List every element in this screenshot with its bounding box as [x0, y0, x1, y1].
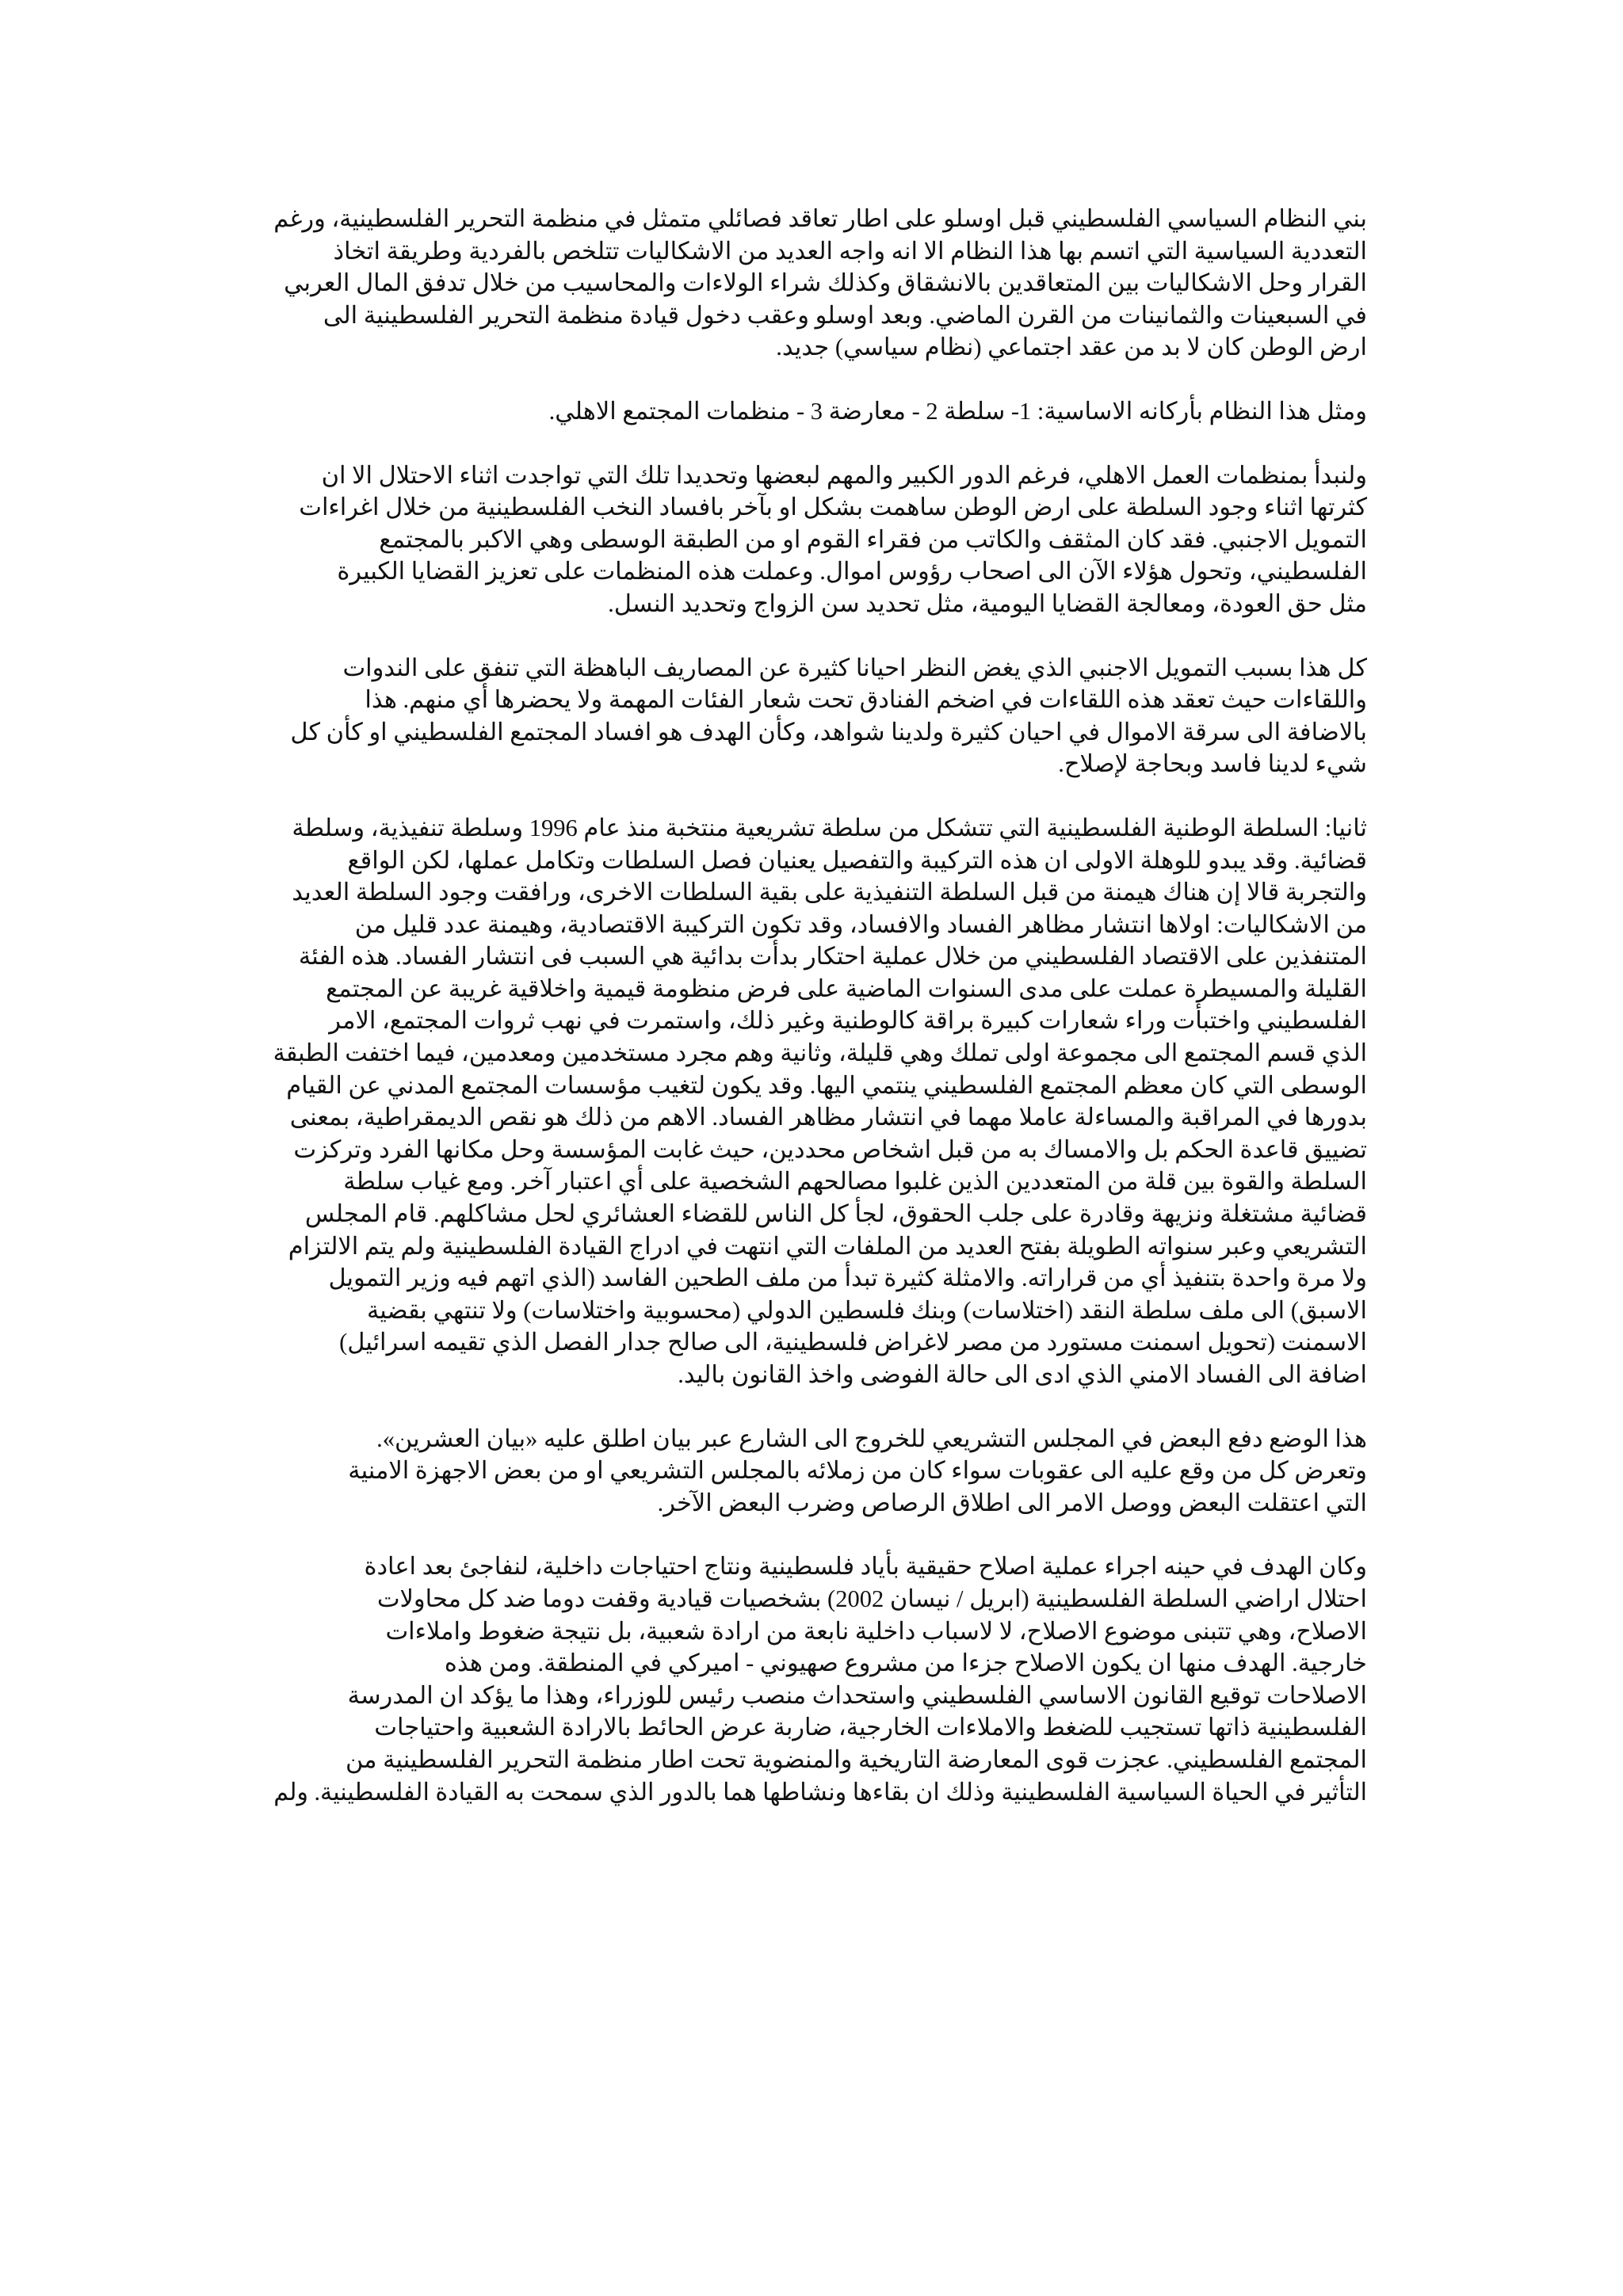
text-line: ومثل هذا النظام بأركانه الاساسية: 1- سلطة 2 - معارضة 3 - منظمات المجتمع الاهلي.	[548, 397, 1367, 425]
text-line: الاصلاح، وهي تتبنى موضوع الاصلاح، لا لاسباب داخلية نابعة من ارادة شعبية، بل نتيجة ضغوط واملاءات	[385, 1617, 1367, 1645]
text-line: الذي قسم المجتمع الى مجموعة اولى تملك وهي قليلة، وثانية وهم مجرد مستخدمين ومعدمين، فيما اختفت الطبقة	[273, 1039, 1367, 1067]
text-line: واللقاءات حيث تعقد هذه اللقاءات في اضخم الفنادق تحت شعار الفئات المهمة ولا يحضرها أي منهم. هذا	[365, 686, 1367, 714]
article-body	[273, 203, 1367, 1840]
text-line: اضافة الى الفساد الامني الذي ادى الى حالة الفوضى واخذ القانون باليد.	[678, 1361, 1367, 1388]
text-line: وتعرض كل من وقع عليه الى عقوبات سواء كان من زملائه بالمجلس التشريعي او من بعض الاجهزة الامنية	[348, 1457, 1367, 1485]
text-line: الفلسطينية ذاتها تستجيب للضغط والاملاءات الخارجية، ضاربة عرض الحائط بالارادة الشعبية واحتياجات	[374, 1714, 1367, 1741]
paragraph	[273, 812, 1367, 1391]
text-line: كثرتها اثناء وجود السلطة على ارض الوطن ساهمت بشكل او بآخر بافساد النخب الفلسطينية من خلال اغراءات	[299, 494, 1367, 521]
text-line: الفلسطيني، وتحول هؤلاء الآن الى اصحاب رؤوس اموال. وعملت هذه المنظمات على تعزيز القضايا الكبيرة	[337, 558, 1367, 585]
text-line: السلطة والقوة بين قلة من المتعددين الذين غلبوا مصالحهم الشخصية على أي اعتبار آخر. ومع غياب سلطة	[343, 1168, 1367, 1196]
paragraph	[273, 460, 1367, 620]
text-line: ولنبدأ بمنظمات العمل الاهلي، فرغم الدور الكبير والمهم لبعضها وتحديدا تلك التي تواجدت اثناء الاحتلال الا ان	[321, 461, 1367, 489]
text-line: القليلة والمسيطرة عملت على مدى السنوات الماضية على فرض منظومة قيمية واخلاقية غريبة عن المجتمع	[326, 974, 1367, 1002]
text-line: ارض الوطن كان لا بد من عقد اجتماعي (نظام سياسي) جديد.	[776, 334, 1367, 361]
text-line: التشريعي وعبر سنواته الطويلة بفتح العديد من الملفات التي انتهت في ادراج القيادة الفلسطينية ولم يتم الالتزام	[288, 1232, 1367, 1260]
text-line: خارجية. الهدف منها ان يكون الاصلاح جزءا من مشروع صهيوني - اميركي في المنطقة. ومن هذه	[444, 1650, 1367, 1677]
text-line: قضائية. وقد يبدو للوهلة الاولى ان هذه التركيبة والتفصيل يعنيان فصل السلطات وتكامل عملها، لكن الواقع	[347, 846, 1367, 874]
text-line: شيء لدينا فاسد وبحاجة لإصلاح.	[1058, 750, 1367, 778]
text-line: التمويل الاجنبي. فقد كان المثقف والكاتب من فقراء القوم او من الطبقة الوسطى وهي الاكبر بالمجتمع	[379, 525, 1367, 553]
text-line: المجتمع الفلسطيني. عجزت قوى المعارضة التاريخية والمنضوية تحت اطار منظمة التحرير الفلسطينية من	[345, 1745, 1367, 1773]
text-line: قضائية مشتغلة ونزيهة وقادرة على جلب الحقوق، لجأ كل الناس للقضاء العشائري لحل مشاكلهم. قام المجلس	[304, 1200, 1367, 1228]
text-line: الاسبق) الى ملف سلطة النقد (اختلاسات) وبنك فلسطين الدولي (محسوبية واختلاسات) ولا تنتهي بقضية	[366, 1296, 1367, 1324]
text-line: تضييق قاعدة الحكم بل والامساك به من قبل اشخاص محددين، حيث غابت المؤسسة وحل مكانها الفرد وتركزت	[293, 1135, 1367, 1163]
text-line: التعددية السياسية التي اتسم بها هذا النظام الا انه واجه العديد من الاشكاليات تتلخص بالفردية وطريقة اتخاذ	[333, 237, 1367, 265]
text-line: التي اعتقلت البعض ووصل الامر الى اطلاق الرصاص وضرب البعض الآخر.	[657, 1489, 1367, 1516]
text-line: المتنفذين على الاقتصاد الفلسطيني من خلال عملية احتكار بدأت بدائية هي السبب فى انتشار الفساد. هذه الفئة	[298, 943, 1367, 971]
text-line: كل هذا بسبب التمويل الاجنبي الذي يغض النظر احيانا كثيرة عن المصاريف الباهظة التي تنفق على الندوات	[342, 654, 1367, 681]
text-line: وكان الهدف في حينه اجراء عملية اصلاح حقيقية بأياد فلسطينية ونتاج احتياجات داخلية، لنفاجئ بعد اعادة	[364, 1553, 1367, 1581]
paragraph	[273, 203, 1367, 364]
text-line: ثانيا: السلطة الوطنية الفلسطينية التي تتشكل من سلطة تشريعية منتخبة منذ عام 1996 وسلطة تنفيذية، وسلطة	[292, 814, 1367, 841]
text-line: في السبعينات والثمانينات من القرن الماضي. وبعد اوسلو وعقب دخول قيادة منظمة التحرير الفلسطينية الى	[323, 301, 1367, 329]
text-line: هذا الوضع دفع البعض في المجلس التشريعي للخروج الى الشارع عبر بيان اطلق عليه «بيان العشرين».	[376, 1425, 1367, 1452]
text-line: الاصلاحات توقيع القانون الاساسي الفلسطيني واستحداث منصب رئيس للوزراء، وهذا ما يؤكد ان المدرسة	[347, 1681, 1367, 1709]
text-line: من الاشكاليات: اولاها انتشار مظاهر الفساد والافساد، وقد تكون التركيبة الاقتصادية، وهيمنة عدد قليل من	[354, 910, 1367, 938]
text-line: والتجربة قالا إن هناك هيمنة من قبل السلطة التنفيذية على بقية السلطات الاخرى، ورافقت وجود السلطة العديد	[292, 879, 1367, 906]
text-line: الوسطى التي كان معظم المجتمع الفلسطيني ينتمي اليها. وقد يكون لتغيب مؤسسات المجتمع المدني عن القيام	[286, 1071, 1367, 1099]
text-line: التأثير في الحياة السياسية الفلسطينية وذلك ان بقاءها ونشاطها هما بالدور الذي سمحت به القيادة الفلسطينية. ولم	[273, 1778, 1367, 1806]
text-line: الفلسطيني واختبأت وراء شعارات كبيرة براقة كالوطنية وغير ذلك، واستمرت في نهب ثروات المجتمع، الامر	[329, 1007, 1367, 1035]
text-line: القرار وحل الاشكاليات بين المتعاقدين بالانشقاق وكذلك شراء الولاءات والمحاسيب من خلال تدفق المال العربي	[284, 269, 1367, 297]
text-line: احتلال اراضي السلطة الفلسطينية (ابريل / نيسان 2002) بشخصيات قيادية وقفت دوما ضد كل محاولات	[376, 1585, 1367, 1612]
paragraph	[273, 1423, 1367, 1520]
paragraph	[273, 652, 1367, 780]
text-line: بالاضافة الى سرقة الاموال في احيان كثيرة ولدينا شواهد، وكأن الهدف هو افساد المجتمع الفلسطيني او كأن كل	[290, 718, 1367, 746]
paragraph	[273, 1550, 1367, 1808]
paragraph	[273, 395, 1367, 428]
text-line: الاسمنت (تحويل اسمنت مستورد من مصر لاغراض فلسطينية، الى صالح جدار الفصل الذي تقيمه اسرائيل)	[339, 1329, 1367, 1356]
text-line: بدورها في المراقبة والمساءلة عاملا مهما في انتشار مظاهر الفساد. الاهم من ذلك هو نقص الديمقراطية، بمعنى	[289, 1104, 1367, 1131]
text-line: مثل حق العودة، ومعالجة القضايا اليومية، مثل تحديد سن الزواج وتحديد النسل.	[608, 589, 1367, 617]
text-line: ولا مرة واحدة بتنفيذ أي من قراراته. والامثلة كثيرة تبدأ من ملف الطحين الفاسد (الذي اتهم فيه وزير التمويل	[328, 1264, 1367, 1292]
text-line: بني النظام السياسي الفلسطيني قبل اوسلو على اطار تعاقد فصائلي متمثل في منظمة التحرير الفلسطينية، ورغم	[273, 205, 1367, 232]
